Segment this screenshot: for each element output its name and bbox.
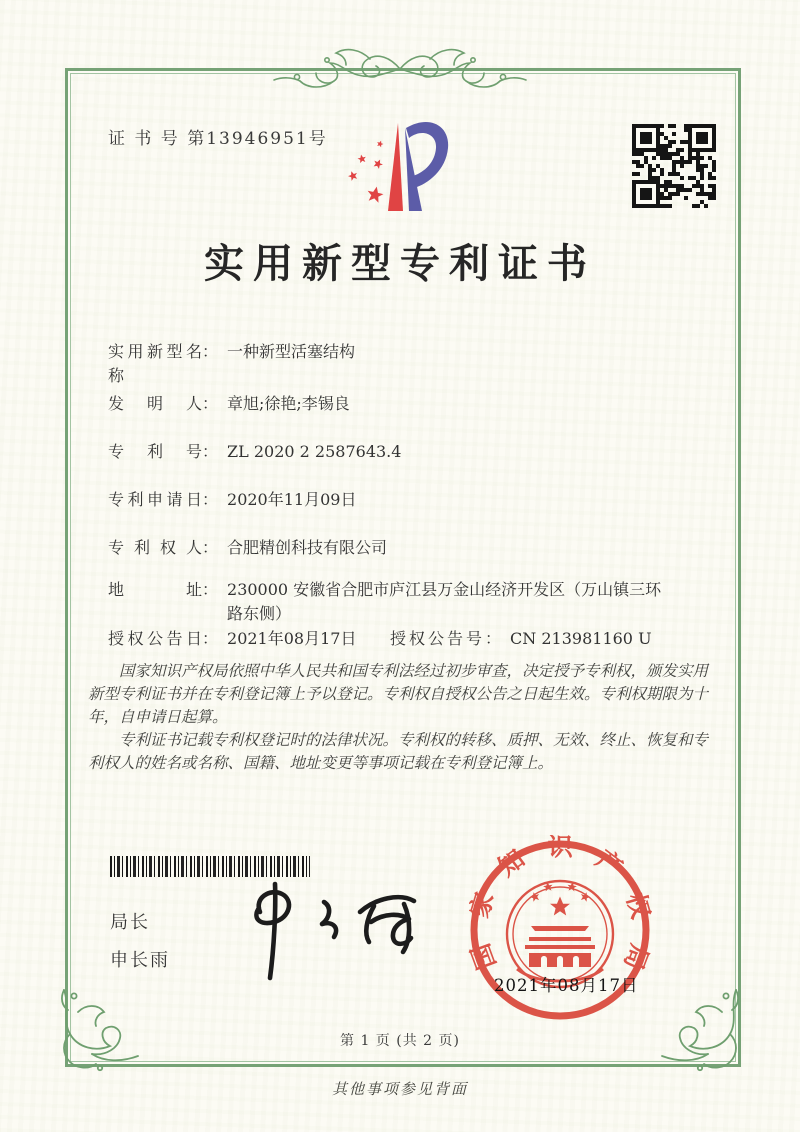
field-row-filing-date: [108, 488, 728, 512]
field-row-patentee: [108, 536, 728, 560]
qr-code: [630, 122, 718, 210]
field-colon: ：: [202, 580, 219, 599]
grant-number: CN 213981160 U: [510, 629, 652, 648]
field-label: 地址: [108, 580, 202, 599]
seal-date: 2021年08月17日: [494, 976, 639, 995]
seal-ring-text: 国家知识产权局: [465, 835, 655, 975]
grant-date: 2021年08月17日: [227, 629, 357, 648]
commissioner-name: 申长雨: [110, 950, 170, 971]
field-row-patent-no: [108, 440, 728, 464]
legal-paragraph-2: 专利证书记载专利权登记时的法律状况。专利权的转移、质押、无效、终止、恢复和专利权人的姓名或名称、国籍、地址变更等事项记载在专利登记簿上。: [88, 731, 709, 772]
field-label: 发明人: [108, 394, 202, 413]
field-row-grant: [108, 627, 728, 651]
patent-number: ZL 2020 2 2587643.4: [227, 442, 402, 461]
filing-date: 2020年11月09日: [227, 490, 357, 509]
certificate-title: 实用新型专利证书: [204, 240, 596, 287]
cnipa-logo-icon: [338, 118, 450, 218]
field-label: 专利申请日: [108, 490, 202, 509]
patentee-address: 230000 安徽省合肥市庐江县万金山经济开发区（万山镇三环路东侧）: [227, 580, 662, 623]
field-colon: ：: [202, 629, 219, 648]
page-number: 第 1 页 (共 2 页): [340, 1033, 460, 1049]
field-colon: ：: [202, 442, 219, 461]
field-colon: ：: [202, 538, 219, 557]
field-label: 授权公告号: [390, 629, 486, 648]
field-label: 专利号: [108, 442, 202, 461]
inventor-names: 章旭;徐艳;李锡良: [227, 394, 350, 413]
official-seal: [465, 835, 655, 1025]
field-row-name: [108, 340, 728, 388]
field-label: 实用新型名称: [108, 342, 202, 385]
field-colon: ：: [202, 490, 219, 509]
legal-paragraph-1: 国家知识产权局依照中华人民共和国专利法经过初步审查，决定授予专利权，颁发实用新型专利证书并在专利登记簿上予以登记。专利权自授权公告之日起生效。专利权期限为十年，自申请日起算。: [88, 662, 709, 726]
utility-model-name: 一种新型活塞结构: [227, 342, 356, 361]
field-label: 专利权人: [108, 538, 202, 557]
barcode: [110, 856, 310, 877]
field-colon: ：: [202, 342, 219, 361]
field-label: 授权公告日: [108, 629, 202, 648]
handwritten-signature: [228, 876, 418, 988]
legal-text-block: [88, 660, 716, 775]
field-colon: ：: [485, 629, 502, 648]
field-row-address: [108, 578, 728, 626]
top-flourish-ornament-icon: [268, 40, 532, 98]
field-colon: ：: [202, 394, 219, 413]
field-row-inventor: [108, 392, 728, 416]
commissioner-title: 局长: [110, 912, 150, 933]
patentee-name: 合肥精创科技有限公司: [227, 538, 388, 557]
certificate-number: 证 书 号 第13946951号: [108, 129, 328, 149]
back-side-note: 其他事项参见背面: [331, 1080, 468, 1098]
grant-number-pair: [390, 627, 652, 651]
